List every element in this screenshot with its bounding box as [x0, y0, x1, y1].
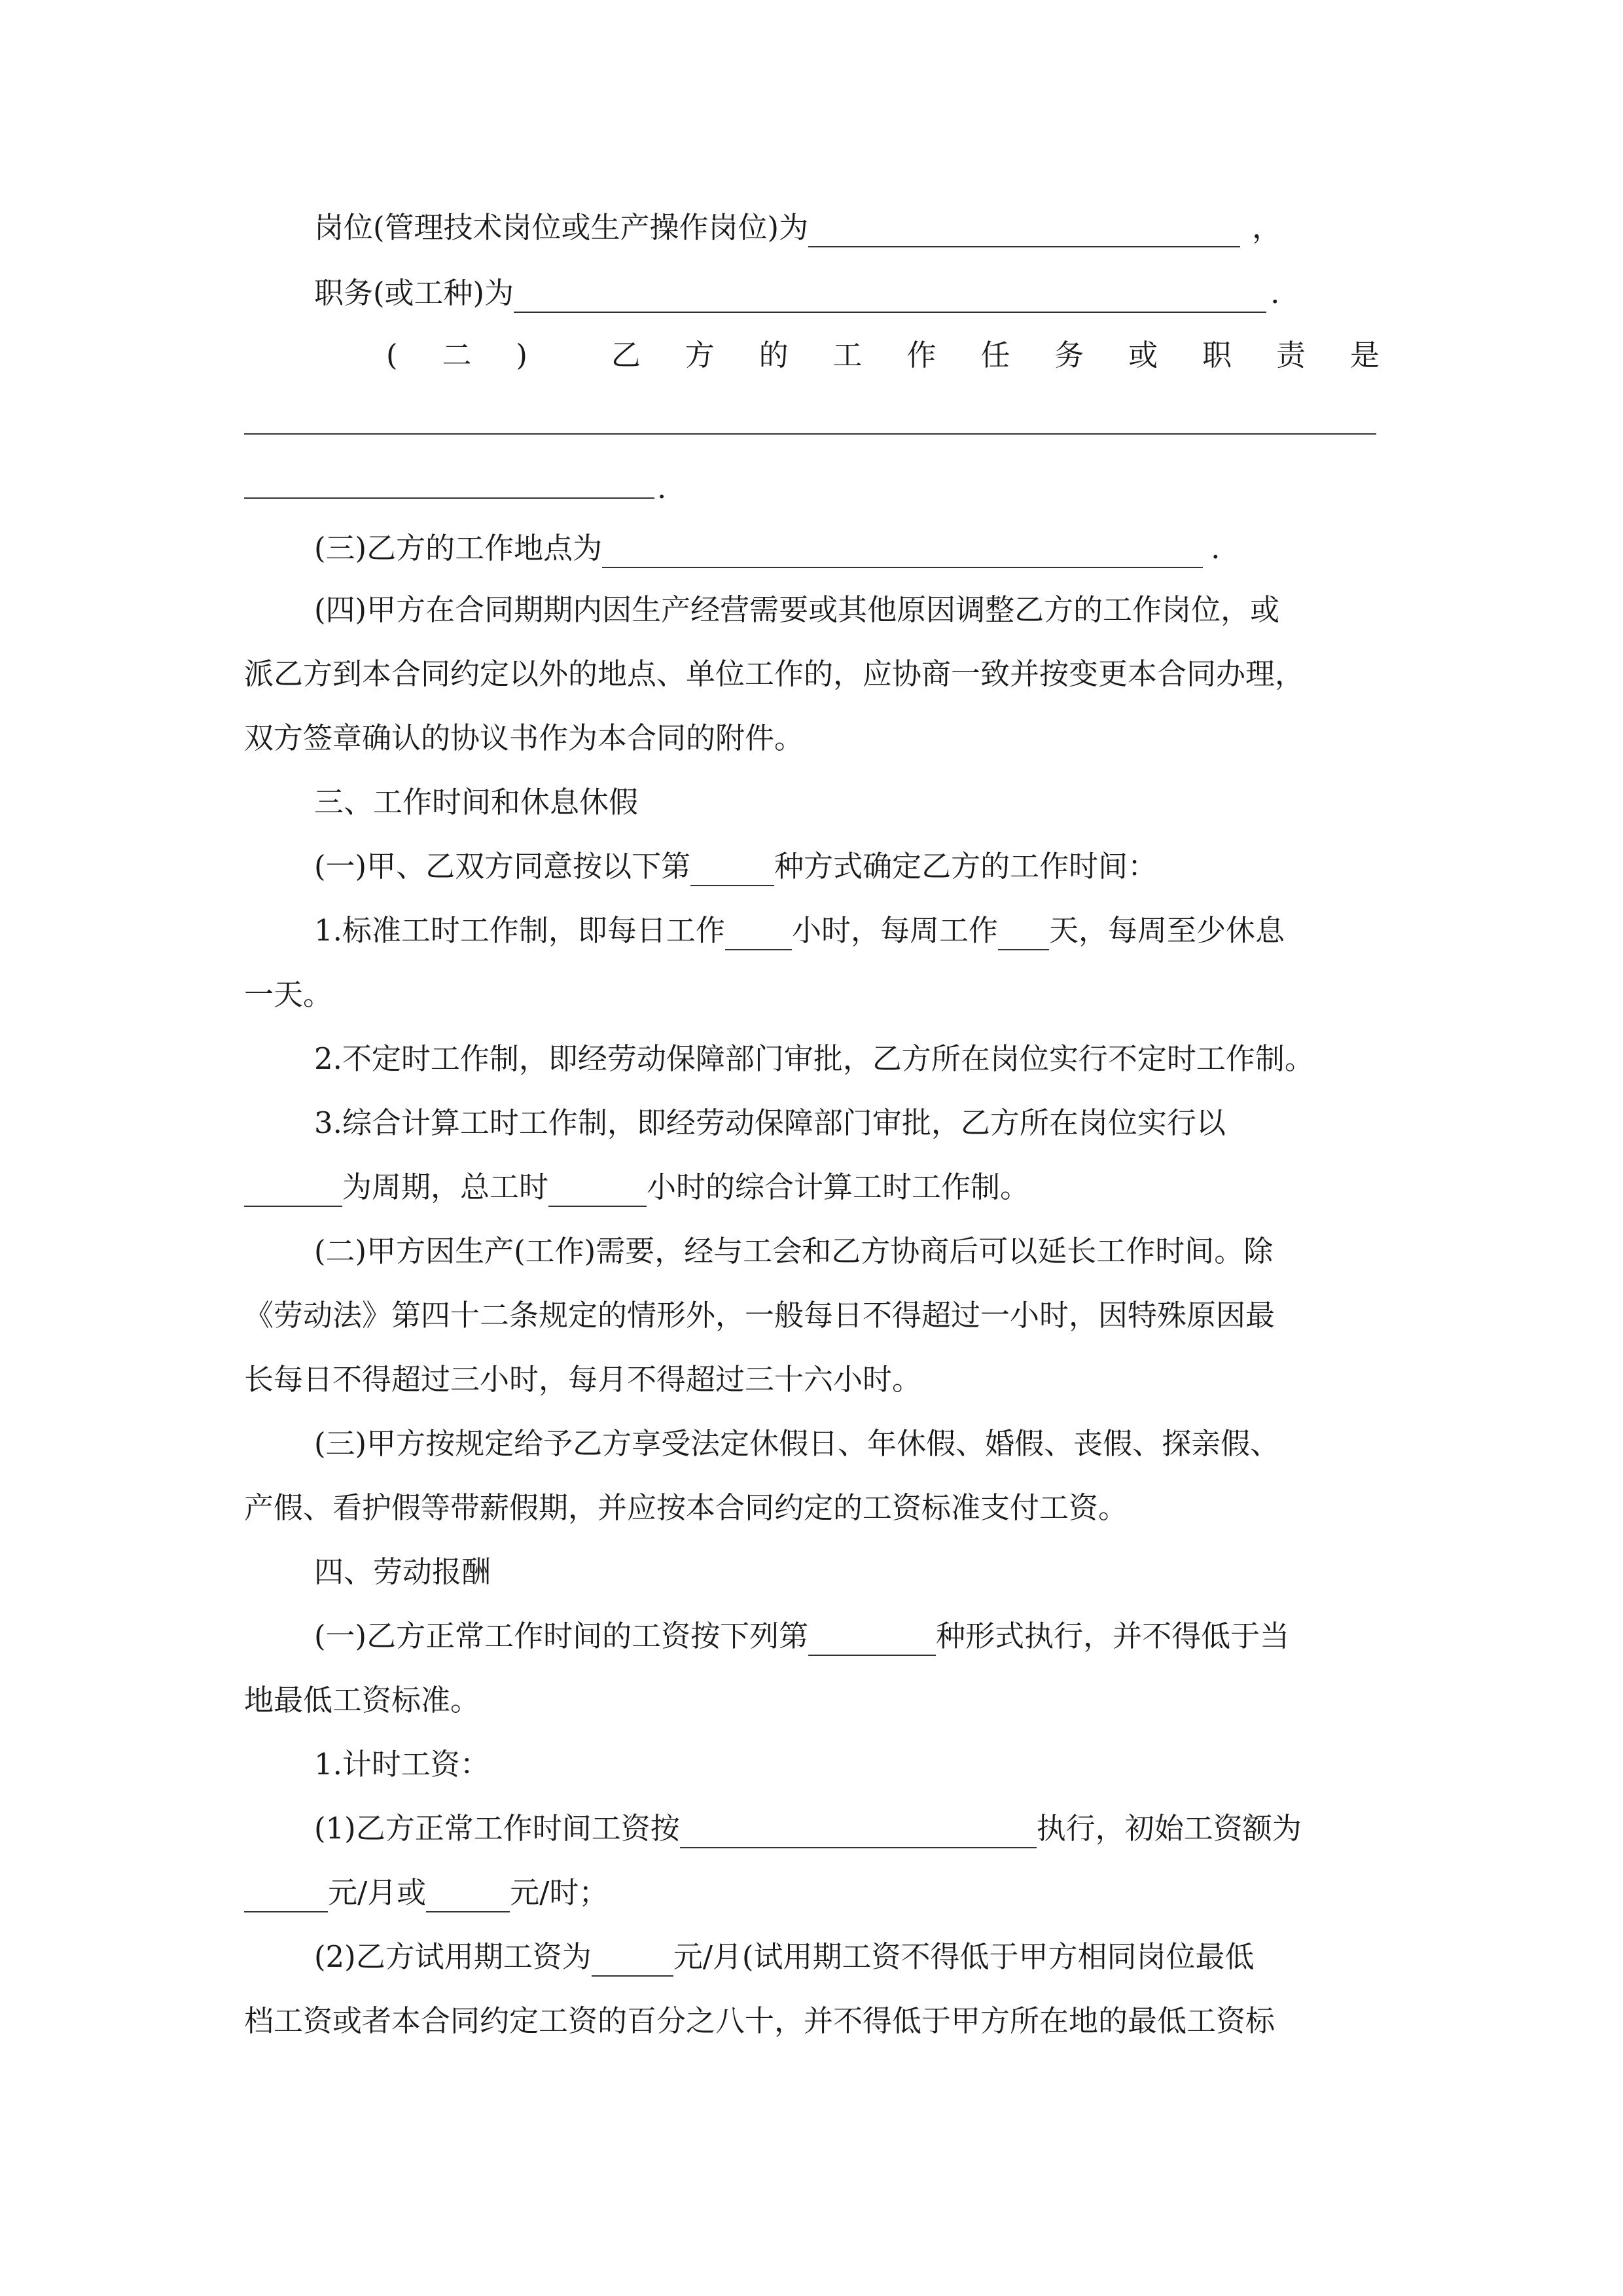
hourly-pay-heading: 1.计时工资：	[314, 1747, 490, 1782]
location-blank[interactable]	[602, 537, 1203, 568]
standard-hours-text-c: 天，每周至少休息	[1048, 913, 1285, 948]
hourly-amount-blank[interactable]	[426, 1881, 510, 1912]
task-char: 二	[442, 338, 472, 372]
para-4-line-3: 双方签章确认的协议书作为本合同的附件。	[244, 721, 804, 755]
section-4-heading: 四、劳动报酬	[314, 1554, 491, 1589]
probation-pay-label: (2)乙方试用期工资为	[314, 1939, 592, 1974]
standard-hours-text-a: 1.标准工时工作制，即每日工作	[314, 913, 725, 948]
duty-line	[314, 274, 1279, 313]
standard-hours-text-b: 小时，每周工作	[791, 913, 998, 948]
post-comma: ，	[1252, 210, 1282, 245]
total-hours-blank[interactable]	[548, 1175, 647, 1207]
task-char: 工	[832, 338, 863, 372]
standard-hours-line	[314, 911, 1285, 950]
monthly-amount-blank[interactable]	[244, 1881, 328, 1912]
pay-form-tail: 种形式执行，并不得低于当	[936, 1619, 1290, 1653]
pay-form-blank[interactable]	[808, 1624, 936, 1656]
task-char: (	[386, 338, 398, 372]
comprehensive-text-c: 小时的综合计算工时工作制。	[647, 1170, 1030, 1204]
task-char: 或	[1128, 338, 1158, 372]
task-char: 是	[1349, 338, 1380, 372]
task-char: 务	[1054, 338, 1084, 372]
pay-form-label: (一)乙方正常工作时间的工资按下列第	[314, 1619, 809, 1653]
holiday-line-1: (三)甲方按规定给予乙方享受法定休假日、年休假、婚假、丧假、探亲假、	[314, 1426, 1280, 1461]
location-line	[314, 529, 1220, 568]
task-period: .	[657, 471, 667, 505]
pay-basis-blank[interactable]	[680, 1817, 1037, 1848]
location-label: (三)乙方的工作地点为	[314, 531, 603, 565]
worktime-choice-line	[314, 847, 1157, 886]
monthly-unit: 元/月或	[328, 1875, 427, 1910]
post-label: 岗位(管理技术岗位或生产操作岗位)为	[314, 210, 809, 245]
task-blank-2[interactable]	[244, 497, 654, 499]
task-char: 的	[758, 338, 789, 372]
holiday-line-2: 产假、看护假等带薪假期，并应按本合同约定的工资标准支付工资。	[244, 1490, 1128, 1525]
probation-pay-line	[314, 1937, 1254, 1977]
task-char: 方	[685, 338, 715, 372]
comprehensive-hours-line-2	[244, 1168, 1029, 1207]
task-char: 责	[1275, 338, 1306, 372]
normal-pay-tail: 执行，初始工资额为	[1036, 1811, 1302, 1846]
normal-pay-line-2	[244, 1873, 608, 1912]
daily-hours-blank[interactable]	[725, 919, 792, 950]
comprehensive-hours-line: 3.综合计算工时工作制，即经劳动保障部门审批，乙方所在岗位实行以	[314, 1105, 1226, 1140]
overtime-line-1: (二)甲方因生产(工作)需要，经与工会和乙方协商后可以延长工作时间。除	[314, 1234, 1274, 1268]
location-period: .	[1211, 531, 1221, 565]
duty-blank[interactable]	[514, 281, 1266, 313]
hourly-unit: 元/时；	[510, 1875, 609, 1910]
post-blank[interactable]	[808, 216, 1240, 247]
task-char: 职	[1202, 338, 1232, 372]
task-char: 作	[906, 338, 936, 372]
weekly-days-blank[interactable]	[998, 919, 1049, 950]
pay-form-line-2: 地最低工资标准。	[244, 1683, 480, 1717]
overtime-line-3: 长每日不得超过三小时，每月不得超过三十六小时。	[244, 1362, 922, 1397]
flexible-hours-line: 2.不定时工作制，即经劳动保障部门审批，乙方所在岗位实行不定时工作制。	[314, 1041, 1314, 1076]
para-4-line-2: 派乙方到本合同约定以外的地点、单位工作的，应协商一致并按变更本合同办理，	[244, 656, 1305, 691]
normal-pay-line	[314, 1809, 1302, 1848]
task-heading	[386, 336, 1380, 375]
overtime-line-2: 《劳动法》第四十二条规定的情形外，一般每日不得超过一小时，因特殊原因最	[244, 1298, 1275, 1333]
post-line	[314, 208, 1281, 247]
worktime-choice-label: (一)甲、乙双方同意按以下第	[314, 849, 691, 884]
probation-pay-line-2: 档工资或者本合同约定工资的百分之八十，并不得低于甲方所在地的最低工资标	[244, 2003, 1275, 2038]
probation-amount-blank[interactable]	[592, 1945, 673, 1977]
section-3-heading: 三、工作时间和休息休假	[314, 785, 639, 819]
pay-form-line	[314, 1617, 1289, 1656]
task-char: 任	[980, 338, 1010, 372]
duty-label: 职务(或工种)为	[314, 276, 514, 310]
probation-pay-tail: 元/月(试用期工资不得低于甲方相同岗位最低	[673, 1939, 1255, 1974]
comprehensive-text-b: 为周期，总工时	[342, 1170, 549, 1204]
para-4-line-1: (四)甲方在合同期期内因生产经营需要或其他原因调整乙方的工作岗位，或	[314, 592, 1280, 627]
worktime-choice-tail: 种方式确定乙方的工作时间：	[774, 849, 1158, 884]
period-blank[interactable]	[244, 1175, 342, 1207]
task-blank-1[interactable]	[244, 433, 1376, 435]
worktime-choice-blank[interactable]	[690, 855, 774, 886]
standard-hours-line-2: 一天。	[244, 977, 333, 1012]
task-char: 乙	[611, 338, 641, 372]
duty-period: .	[1270, 276, 1280, 310]
task-char: )	[516, 338, 527, 372]
normal-pay-label: (1)乙方正常工作时间工资按	[314, 1811, 680, 1846]
